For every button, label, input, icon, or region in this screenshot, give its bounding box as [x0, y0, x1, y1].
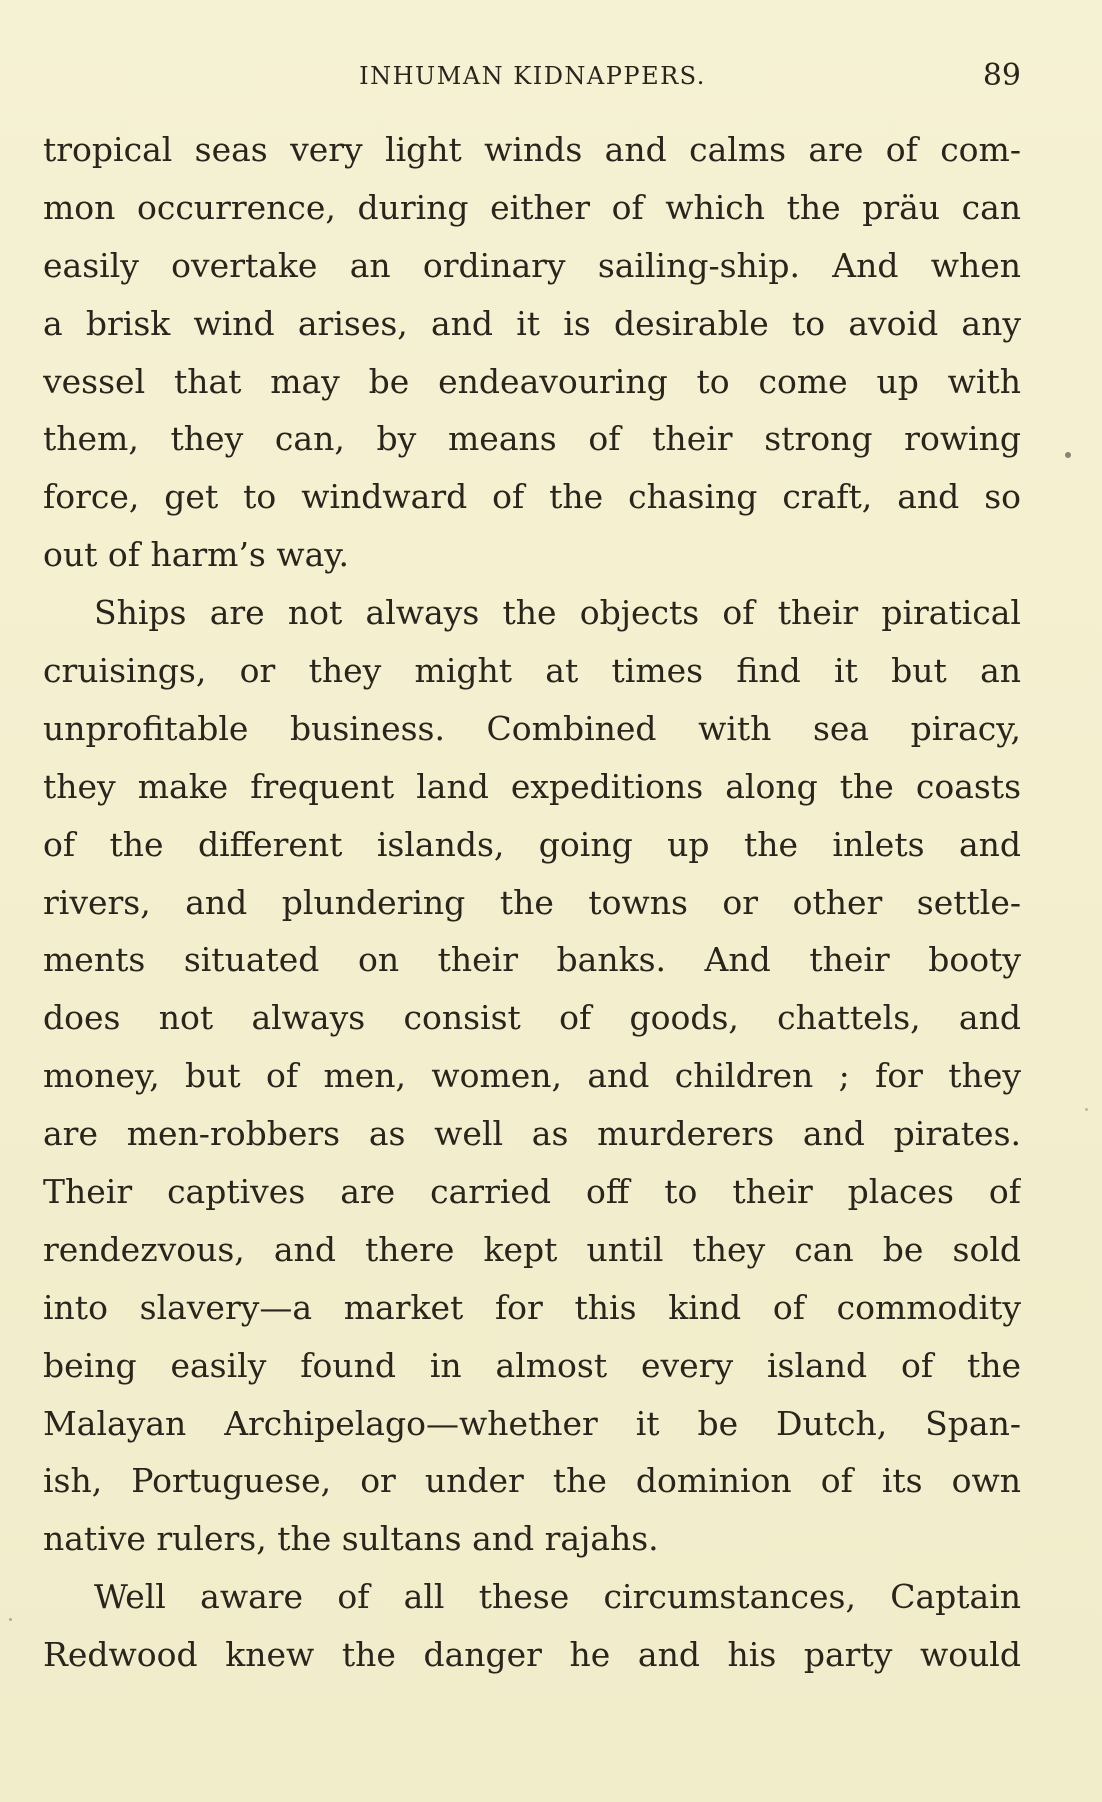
text-line: force, get to windward of the chasing craft, and so — [43, 477, 1021, 517]
text-line: Their captives are carried off to their places of — [43, 1172, 1021, 1212]
paragraph-end-line: out of harm’s way. — [43, 535, 350, 575]
page-header — [44, 58, 1021, 98]
text-line: mon occurrence, during either of which the präu can — [43, 187, 1021, 227]
body-text — [43, 121, 1021, 1684]
paragraph-first-line: Ships are not always the objects of their piratical — [94, 593, 1021, 633]
text-line: they make frequent land expeditions along the coasts — [43, 766, 1021, 806]
text-line: Redwood knew the danger he and his party would — [43, 1635, 1021, 1675]
paper-speck — [1065, 452, 1071, 458]
text-line: tropical seas very light winds and calms are of com- — [43, 130, 1021, 169]
text-line: rivers, and plundering the towns or other settle- — [43, 882, 1021, 922]
paper-speck — [1085, 1108, 1088, 1111]
text-line: vessel that may be endeavouring to come up with — [43, 361, 1021, 401]
page-number: 89 — [982, 58, 1021, 93]
text-line: them, they can, by means of their strong rowing — [43, 419, 1021, 459]
text-line: ments situated on their banks. And their booty — [43, 940, 1021, 980]
text-line: of the different islands, going up the inlets and — [43, 824, 1021, 864]
paragraph-first-line: Well aware of all these circumstances, Captain — [94, 1577, 1021, 1617]
paper-speck — [9, 1618, 12, 1621]
text-line: cruisings, or they might at times find it but an — [43, 651, 1021, 691]
text-line: easily overtake an ordinary sailing-ship. And when — [43, 245, 1021, 285]
text-line: Malayan Archipelago—whether it be Dutch, Span- — [43, 1403, 1021, 1443]
text-line: into slavery—a market for this kind of commodity — [43, 1287, 1021, 1327]
text-line: being easily found in almost every island of the — [43, 1345, 1021, 1385]
text-line: unprofitable business. Combined with sea piracy, — [43, 708, 1021, 748]
running-head: INHUMAN KIDNAPPERS. — [359, 62, 706, 90]
text-line: a brisk wind arises, and it is desirable to avoid any — [43, 303, 1021, 343]
text-line: are men-robbers as well as murderers and pirates. — [43, 1114, 1021, 1154]
text-line: ish, Portuguese, or under the dominion of its own — [43, 1461, 1021, 1501]
text-line: rendezvous, and there kept until they can be sold — [43, 1229, 1021, 1269]
text-line: money, but of men, women, and children ; for they — [43, 1056, 1021, 1096]
text-line: does not always consist of goods, chattels, and — [43, 998, 1021, 1038]
paragraph-end-line: native rulers, the sultans and rajahs. — [43, 1519, 659, 1559]
